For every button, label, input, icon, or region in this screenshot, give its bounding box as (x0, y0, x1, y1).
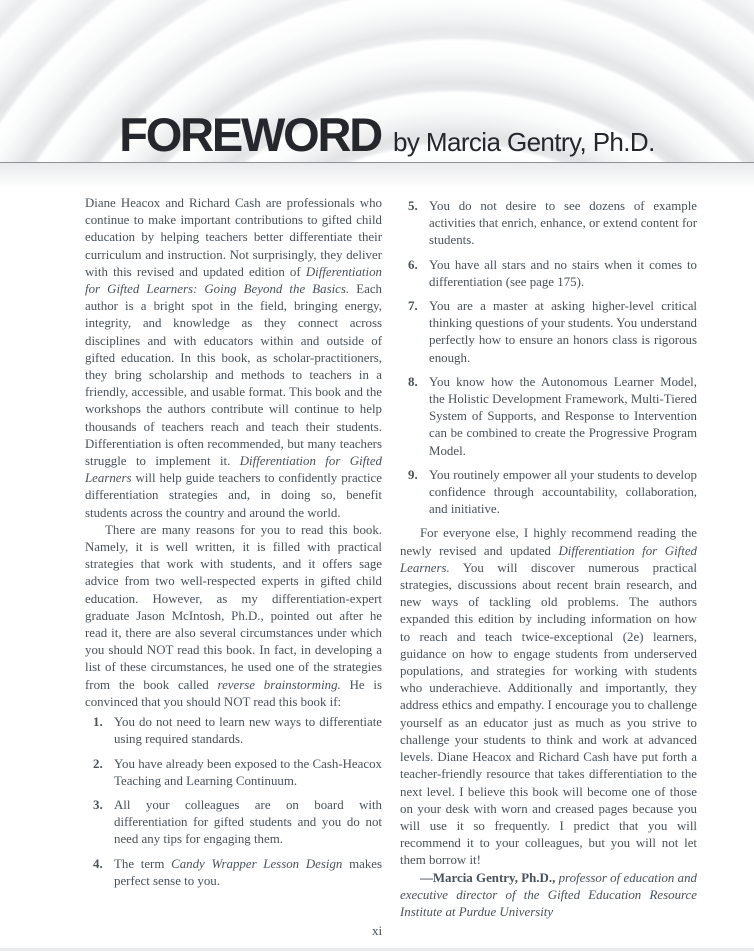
list-item-text (114, 714, 382, 748)
list-item (93, 856, 382, 890)
column-right (400, 195, 697, 921)
text-run: Each author is a bright spot in the field, bringing energy, integrity, and knowledge as they connect across disciplines and with educators within and outside of gifted education. In this book, as scholar-practitioners, they bring scholarship and methods to teachers in a friendly, accessible, and usable format. This book and the workshops the authors contribute will continue to help thousands of teachers reach and teach their students. Differentiation is often recommended, but many teachers struggle to implement it. (85, 282, 382, 469)
text-run: For everyone else, I highly recommend reading the newly revised and updated (400, 526, 697, 558)
list-item-text (429, 298, 697, 367)
text-run: Differentiation for Gifted Learners: Going Beyond the Basics. (85, 264, 382, 297)
text-run: —Marcia Gentry, Ph.D., (420, 870, 559, 885)
list-item (93, 797, 382, 849)
page-number: xi (371, 923, 383, 938)
list-item-text (114, 756, 382, 790)
page-title: FOREWORD (119, 108, 382, 161)
header-band (0, 0, 754, 163)
text-run: You have already been exposed to the Cash-Heacox Teaching and Learning Continuum. (114, 756, 382, 788)
paragraph (85, 195, 382, 522)
list-number: 4. (93, 856, 103, 871)
text-run: You know how the Autonomous Learner Model, the Holistic Development Framework, Multi-Tiered System of Supports, and Response to Intervention can be combined to create the Progressive Program Model. (429, 374, 697, 458)
text-run: professor of education and executive director of the Gifted Education Resource Institute at Purdue University (400, 870, 697, 919)
list-number: 5. (408, 199, 418, 213)
page-subtitle: by Marcia Gentry, Ph.D. (393, 127, 655, 157)
text-run: Candy Wrapper Lesson Design (171, 856, 343, 871)
text-run: reverse brainstorming. (217, 677, 341, 692)
text-run: You will discover numerous practical strategies, discussions about recent brain research, and new ways of tackling old problems. The authors expanded this edition by including information on how to reach and teach twice-exceptional (2e) learners, guidance on how to engage students from underserved populations, and strategies for working with students who underachieve. Additionally and importantly, they address ethics and empathy. I encourage you to challenge yourself as an educator just as much as you strive to challenge your students to think and work at advanced levels. Diane Heacox and Richard Cash have put forth a teacher-friendly resource that takes differentiation to the next level. I believe this book will become one of those on your desk with worn and creased pages because you will use it so frequently. I predict that you will recommend it to your colleagues, but you will not let them borrow it! (400, 560, 697, 868)
text-run: You routinely empower all your students to develop confidence through accountability, collaboration, and initiative. (429, 467, 697, 517)
text-run: You do not need to learn new ways to differentiate using required standards. (114, 715, 382, 747)
text-run: There are many reasons for you to read this book. Namely, it is well written, it is filled with practical strategies that work with students, and it offers sage advice from two well-respected experts in gifted child education. However, as my differentiation-expert graduate Jason McIntosh, Ph.D., pointed out after he read it, there are also several circumstances under which you should NOT read this book. In fact, in developing a list of these circumstances, he used one of the strategies from the book called (85, 522, 382, 692)
list-item-text (114, 856, 382, 890)
list-item-text (114, 797, 382, 849)
list-item-text (429, 467, 697, 519)
text-run: Diane Heacox and Richard Cash are professionals who continue to make important contributions to gifted child education by helping teachers better differentiate their curriculum and instruction. Not surprisingly, they deliver with this revised and updated edition of (85, 196, 382, 279)
list-item (408, 298, 697, 367)
list-item (408, 467, 697, 519)
text-run: makes perfect sense to you. (114, 856, 383, 888)
text-run: You have all stars and no stairs when it comes to differentiation (see page 175). (429, 257, 697, 289)
content (0, 189, 754, 921)
text-run: will help guide teachers to confidently practice differentiation strategies and, in doing so, benefit students across the country and around the world. (85, 471, 382, 520)
list-item (408, 374, 697, 460)
list-number: 1. (93, 715, 103, 730)
list-number: 7. (408, 299, 418, 314)
list-item-text (429, 257, 697, 291)
header-title-row (119, 108, 655, 161)
list-item (93, 714, 382, 748)
text-run: He is convinced that you should NOT read this book if: (85, 677, 382, 709)
list-number: 2. (93, 756, 103, 771)
signature-paragraph (400, 870, 697, 922)
list-number: 9. (408, 467, 418, 482)
text-run: Differentiation for Gifted Learners. (400, 543, 697, 575)
list-item (93, 756, 382, 790)
paragraph (400, 525, 697, 869)
list-item (408, 257, 697, 291)
text-run: You are a master at asking higher-level critical thinking questions of your students. You understand perfectly how to ensure an honors class is rigorous enough. (429, 299, 697, 365)
list-item-text (429, 198, 697, 250)
text-run: The term (114, 856, 172, 871)
text-run: Differentiation for Gifted Learners (85, 454, 382, 486)
page-footer (0, 923, 754, 939)
list-item-text (429, 374, 697, 460)
list-number: 6. (408, 257, 418, 272)
list-number: 3. (93, 797, 103, 812)
list-item (408, 198, 697, 250)
column-left (85, 195, 382, 921)
header-rule-fade (0, 163, 754, 189)
list-number: 8. (408, 374, 418, 389)
paragraph (85, 522, 382, 711)
text-run: All your colleagues are on board with differentiation for gifted students and you do not need any tips for engaging them. (114, 797, 382, 847)
text-run: You do not desire to see dozens of example activities that enrich, enhance, or extend content for students. (429, 199, 697, 248)
